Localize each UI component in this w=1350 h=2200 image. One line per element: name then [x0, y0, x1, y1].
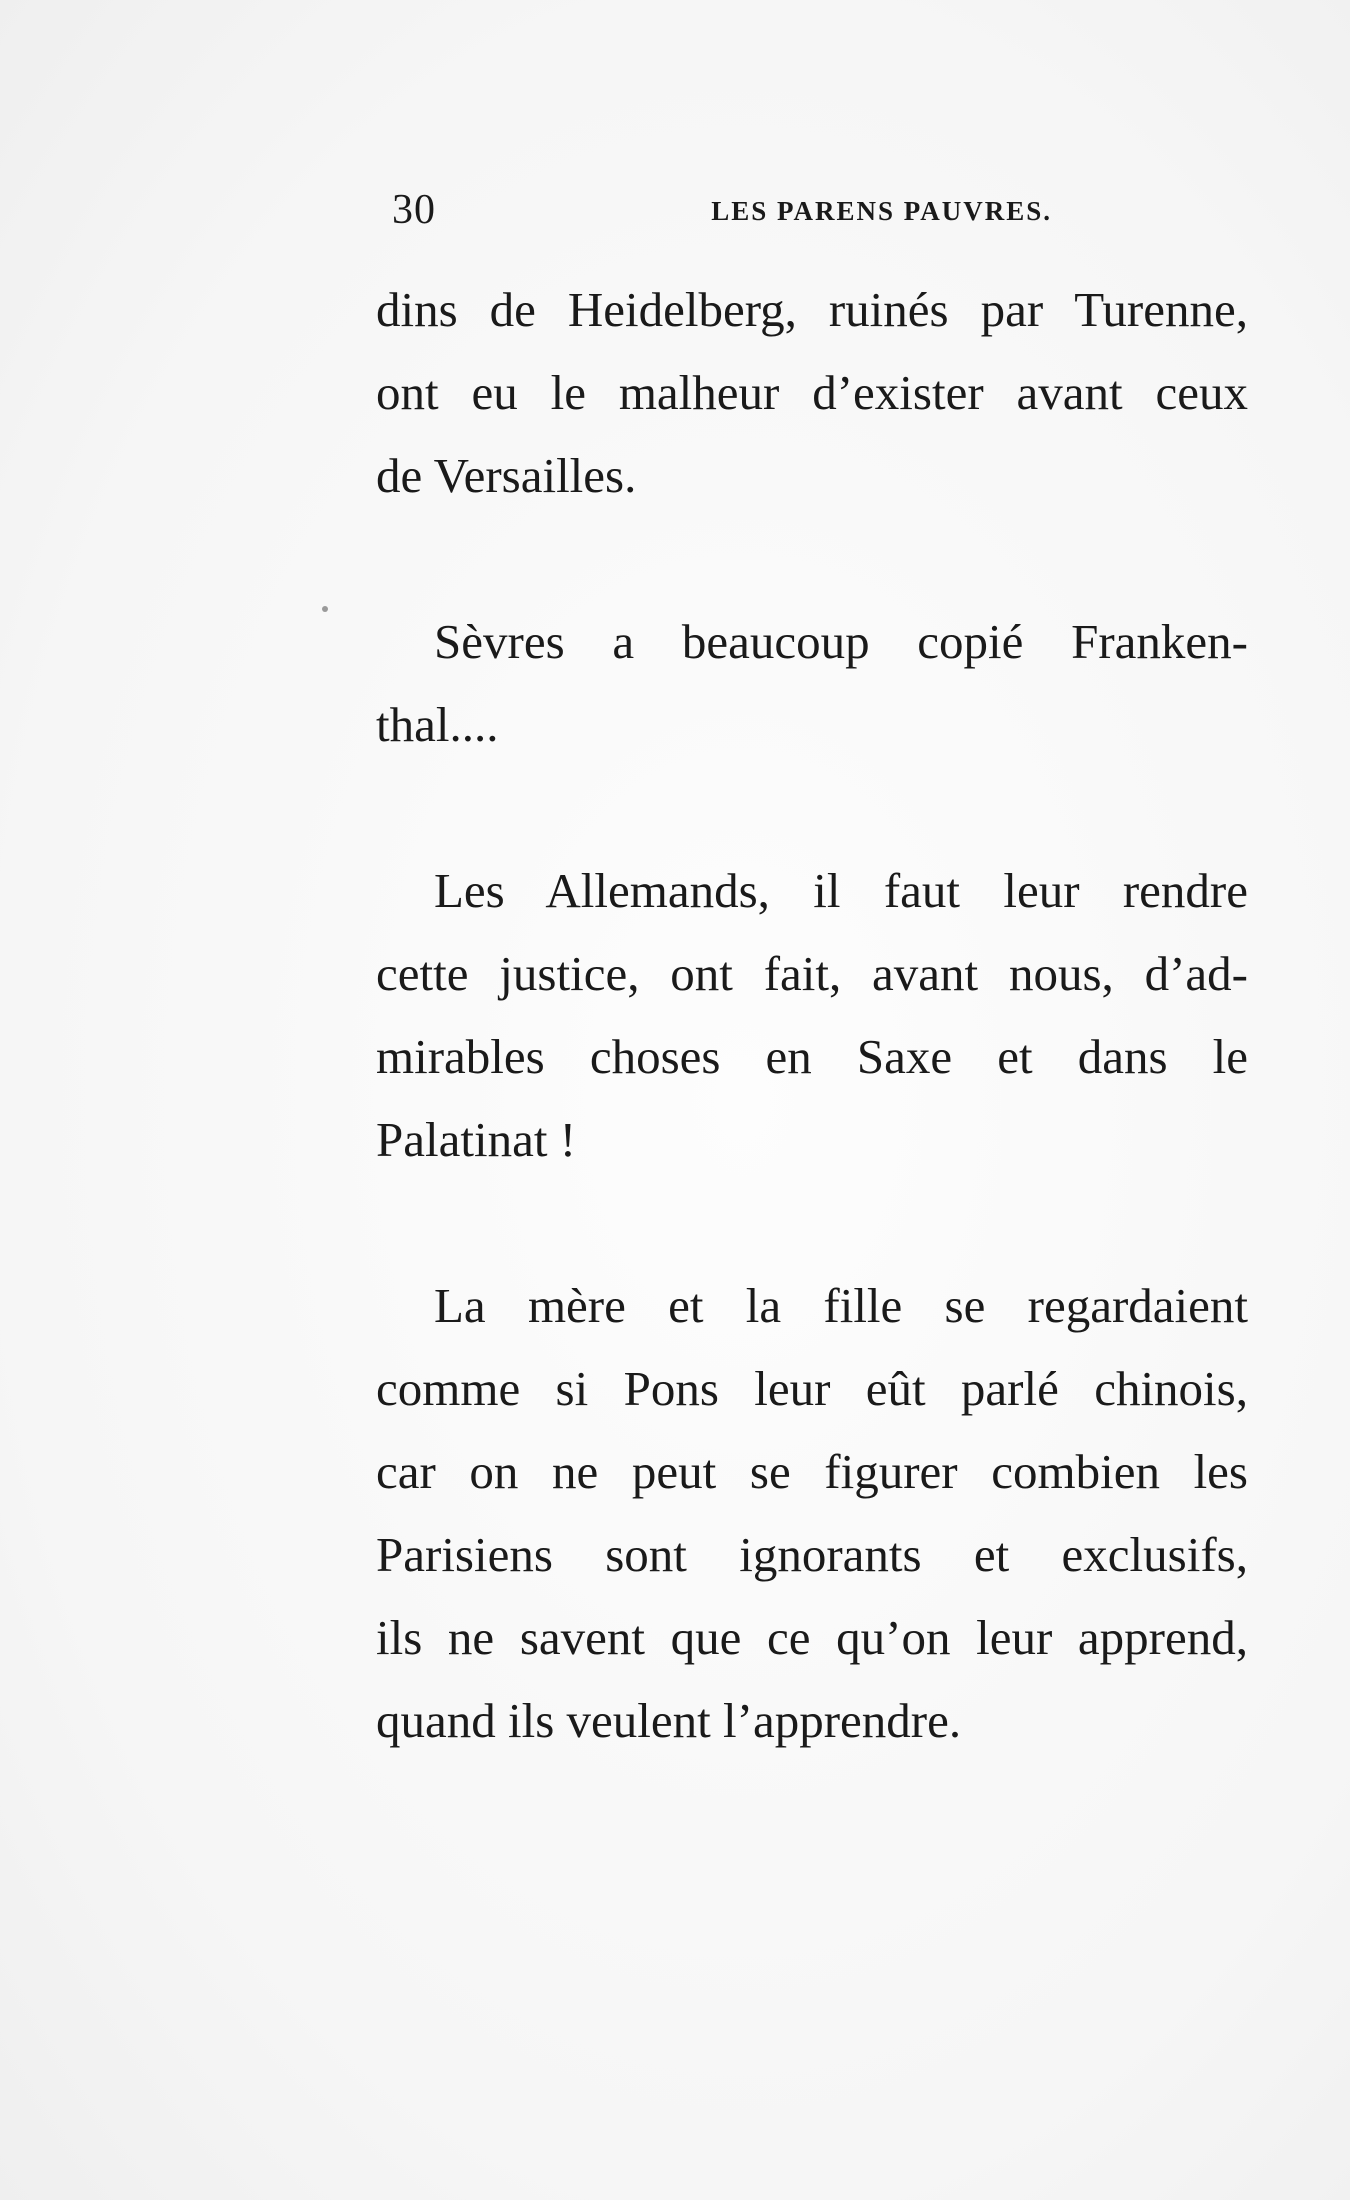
text-line: Palatinat !	[376, 1112, 577, 1167]
text-line: mirables choses en Saxe et dans le	[376, 1029, 1248, 1084]
page-header	[392, 186, 1052, 238]
text-line: de Versailles.	[376, 448, 637, 503]
text-line: Sèvres a beaucoup copié Franken-	[434, 614, 1248, 669]
text-line: comme si Pons leur eût parlé chinois,	[376, 1361, 1248, 1416]
text-line: quand ils veulent l’apprendre.	[376, 1693, 962, 1748]
running-title: LES PARENS PAUVRES.	[711, 196, 1052, 226]
body-text	[376, 268, 1248, 1762]
text-line: dins de Heidelberg, ruinés par Turenne,	[376, 282, 1248, 337]
paragraph-gap	[376, 766, 1248, 849]
page-number: 30	[392, 187, 436, 233]
paragraph-gap	[376, 517, 1248, 600]
text-line: La mère et la fille se regardaient	[434, 1278, 1248, 1333]
text-line: Les Allemands, il faut leur rendre	[434, 863, 1248, 918]
text-line: ont eu le malheur d’exister avant ceux	[376, 365, 1248, 420]
text-line: cette justice, ont fait, avant nous, d’ad-	[376, 946, 1248, 1001]
text-line: car on ne peut se figurer combien les	[376, 1444, 1248, 1499]
paragraph-gap	[376, 1181, 1248, 1264]
ink-speck	[322, 606, 328, 612]
text-line: Parisiens sont ignorants et exclusifs,	[376, 1527, 1248, 1582]
text-line: thal....	[376, 697, 499, 752]
text-line: ils ne savent que ce qu’on leur apprend,	[376, 1610, 1248, 1665]
